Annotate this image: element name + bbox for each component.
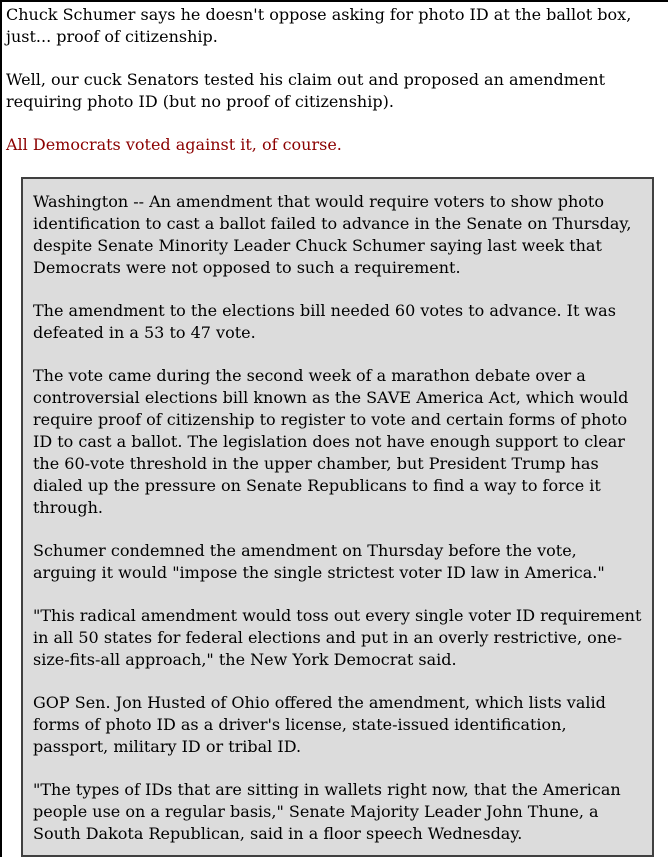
- blockquote-paragraph: GOP Sen. Jon Husted of Ohio offered the amendment, which lists valid forms of photo ID as a driver's license, state-issued identification, passport, military ID or tribal ID.: [33, 693, 606, 756]
- highlight-remark: All Democrats voted against it, of course.: [6, 135, 342, 154]
- blockquote-paragraph: Schumer condemned the amendment on Thursday before the vote, arguing it would "impose the single strictest voter ID law in America.": [33, 541, 605, 582]
- commentary-paragraph: Well, our cuck Senators tested his claim out and proposed an amendment requiring photo ID (but no proof of citizenship).: [6, 70, 606, 111]
- blockquote-paragraph: Washington -- An amendment that would require voters to show photo identification to cast a ballot failed to advance in the Senate on Thursday, despite Senate Minority Leader Chuck Schumer saying last week that Democrats were not opposed to such a requirement.: [33, 192, 632, 277]
- commentary-paragraph: Chuck Schumer says he doesn't oppose asking for photo ID at the ballot box, just... proof of citizenship.: [6, 5, 632, 46]
- blockquote-paragraph: "The types of IDs that are sitting in wallets right now, that the American people use on a regular basis," Senate Majority Leader John Thune, a South Dakota Republican, said in a floor speech Wednesday.: [33, 780, 621, 843]
- article-blockquote: [21, 177, 654, 857]
- blockquote-paragraph: "This radical amendment would toss out every single voter ID requirement in all 50 states for federal elections and put in an overly restrictive, one-size-fits-all approach," the New York Democrat said.: [33, 606, 642, 669]
- blockquote-paragraph: The amendment to the elections bill needed 60 votes to advance. It was defeated in a 53 to 47 vote.: [33, 301, 616, 342]
- blockquote-paragraph: The vote came during the second week of a marathon debate over a controversial elections bill known as the SAVE America Act, which would require proof of citizenship to register to vote and certain forms of photo ID to cast a ballot. The legislation does not have enough support to clear the 60-vote threshold in the upper chamber, but President Trump has dialed up the pressure on Senate Republicans to find a way to force it through.: [33, 366, 629, 517]
